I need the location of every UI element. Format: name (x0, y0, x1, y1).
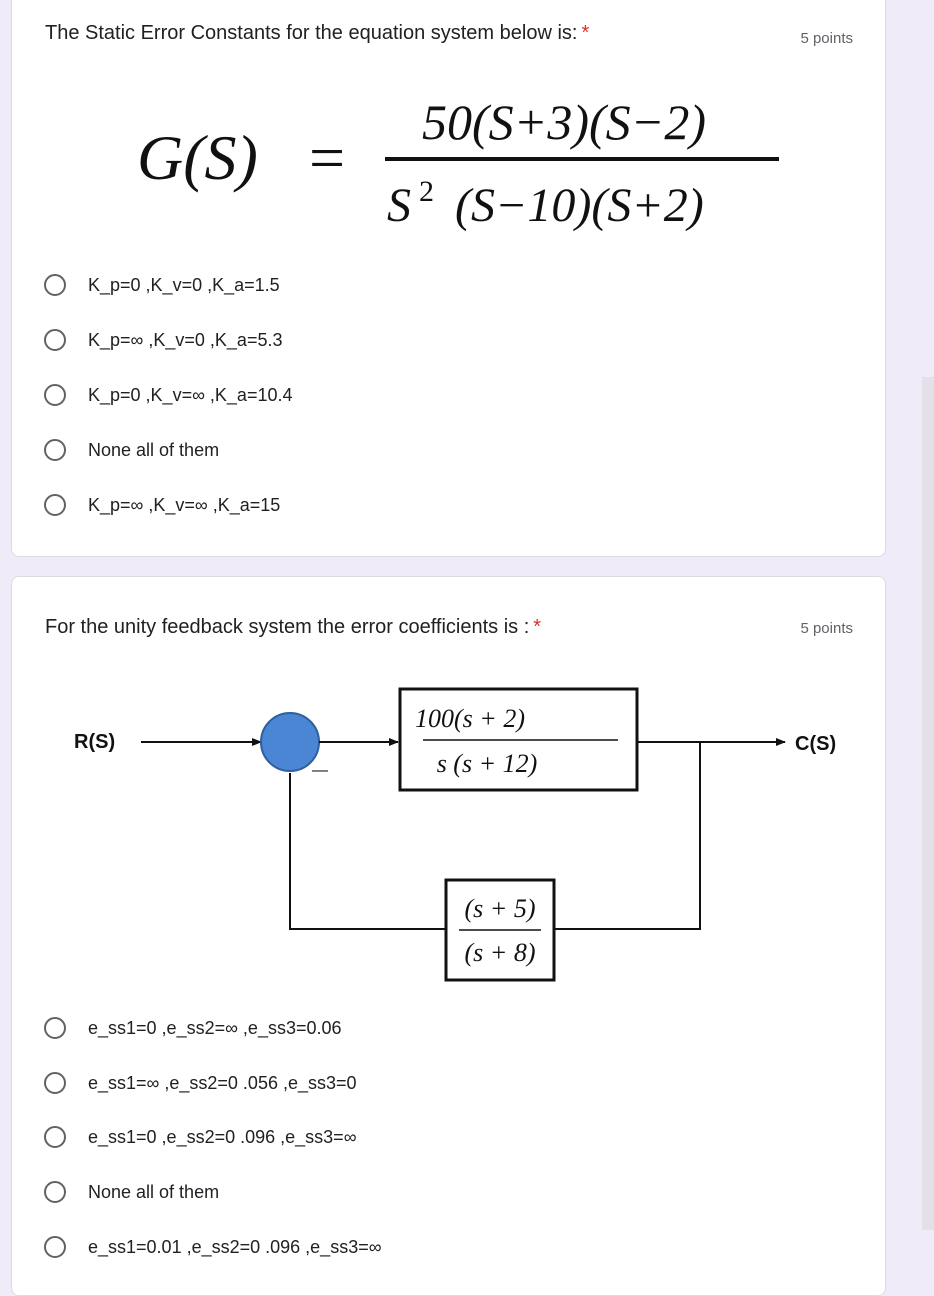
answer-option[interactable] (44, 1013, 342, 1043)
radio-button[interactable] (44, 329, 66, 351)
option-label: K_p=∞ ,K_v=0 ,K_a=5.3 (88, 329, 283, 350)
points-label: 5 points (800, 620, 853, 637)
option-label: e_ss1=0 ,e_ss2=0 .096 ,e_ss3=∞ (88, 1126, 357, 1147)
answer-option[interactable] (44, 1068, 357, 1098)
question-text: For the unity feedback system the error coefficients is : (45, 616, 530, 638)
required-asterisk: * (581, 22, 590, 44)
question-title (45, 616, 541, 639)
answer-option[interactable] (44, 1177, 219, 1207)
equation-equals: = (309, 122, 346, 193)
forward-denominator: s (s + 12) (436, 749, 538, 778)
transfer-function-equation (117, 91, 797, 241)
radio-button[interactable] (44, 1017, 66, 1039)
answer-option[interactable] (44, 270, 280, 300)
feedback-denominator: (s + 8) (464, 938, 536, 967)
option-label: K_p=∞ ,K_v=∞ ,K_a=15 (88, 494, 281, 515)
answer-option[interactable] (44, 1232, 382, 1262)
option-label: e_ss1=0 ,e_ss2=∞ ,e_ss3=0.06 (88, 1017, 342, 1038)
option-label: None all of them (88, 439, 220, 460)
answer-option[interactable] (44, 325, 282, 355)
equation-numerator: 50(S+3)(S−2) (421, 94, 707, 150)
radio-button[interactable] (44, 494, 66, 516)
radio-button[interactable] (44, 1236, 66, 1258)
question-text: The Static Error Constants for the equation system below is: (45, 22, 578, 44)
forward-numerator: 100(s + 2) (415, 704, 525, 733)
answer-option[interactable] (44, 1122, 357, 1152)
question-card-2 (11, 576, 886, 1296)
required-asterisk: * (533, 616, 542, 638)
answer-option[interactable] (44, 380, 293, 410)
scrollbar-track[interactable] (922, 377, 934, 1230)
summing-minus-sign: — (312, 762, 328, 779)
radio-button[interactable] (44, 439, 66, 461)
feedback-numerator: (s + 5) (464, 894, 536, 923)
points-label: 5 points (800, 30, 853, 47)
output-label: C(S) (795, 733, 837, 755)
question-title (45, 22, 589, 45)
option-label: e_ss1=∞ ,e_ss2=0 .056 ,e_ss3=0 (88, 1072, 357, 1093)
block-diagram (57, 681, 857, 991)
radio-button[interactable] (44, 1181, 66, 1203)
input-label: R(S) (74, 731, 116, 753)
option-label: None all of them (88, 1181, 220, 1202)
radio-button[interactable] (44, 1126, 66, 1148)
answer-option[interactable] (44, 435, 219, 465)
answer-option[interactable] (44, 490, 280, 520)
question-card-1 (11, 0, 886, 557)
radio-button[interactable] (44, 384, 66, 406)
radio-button[interactable] (44, 1072, 66, 1094)
option-label: e_ss1=0.01 ,e_ss2=0 .096 ,e_ss3=∞ (88, 1236, 382, 1257)
radio-button[interactable] (44, 274, 66, 296)
option-label: K_p=0 ,K_v=0 ,K_a=1.5 (88, 274, 280, 295)
summing-junction (261, 713, 319, 771)
equation-lhs: G(S) (137, 122, 258, 193)
equation-denominator-rest: (S−10)(S+2) (455, 179, 704, 232)
equation-denominator-s: S (387, 179, 411, 232)
equation-denominator-exponent: 2 (419, 175, 434, 208)
feedback-path-left (290, 773, 446, 929)
option-label: K_p=0 ,K_v=∞ ,K_a=10.4 (88, 384, 293, 405)
